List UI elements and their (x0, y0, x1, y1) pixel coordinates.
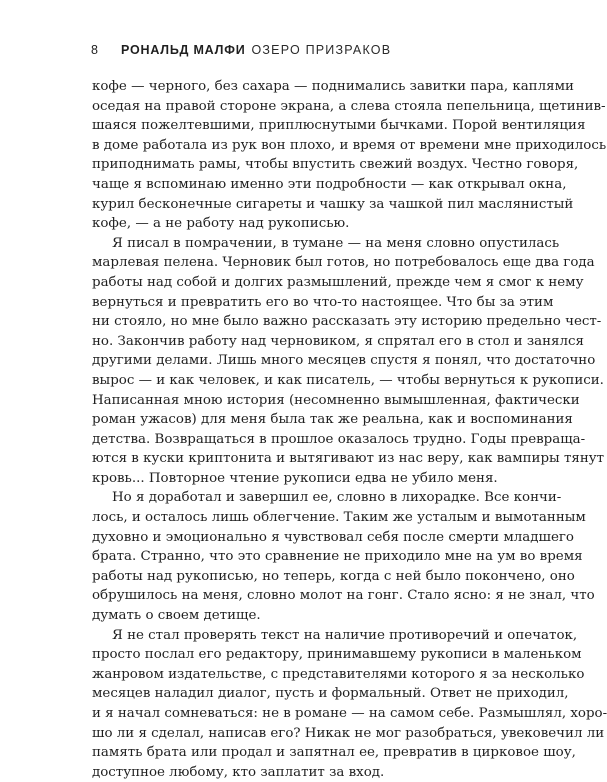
text-line: обрушилось на меня, словно молот на гонг. Стало ясно: я не знал, что (92, 588, 595, 604)
text-line: кровь... Повторное чтение рукописи едва не убило меня. (92, 470, 498, 486)
paragraph (92, 488, 595, 625)
text-line: лось, и осталось лишь облегчение. Таким же усталым и вымотанным (92, 510, 586, 526)
author-name: РОНАЛЬД МАЛФИ (121, 43, 246, 57)
text-line: жанровом издательстве, с представителями которого я за несколько (92, 666, 585, 682)
text-line: память брата или продал и запятнал ее, превратив в цирковое шоу, (92, 745, 576, 761)
paragraph (92, 626, 607, 782)
text-line: в доме работала из рук вон плохо, и время от времени мне приходилось (92, 137, 607, 153)
text-line: работы над собой и долгих размышлений, прежде чем я смог к нему (92, 274, 584, 290)
text-line: приподнимать рамы, чтобы впустить свежий воздух. Честно говоря, (92, 157, 579, 173)
text-line: шо ли я сделал, написав его? Никак не мог разобраться, увековечил ли (92, 725, 605, 741)
text-line: работы над рукописью, но теперь, когда с ней было покончено, оно (92, 568, 575, 584)
paragraph (92, 234, 605, 489)
text-line: доступное любому, кто заплатит за вход. (92, 764, 385, 780)
text-line: вырос — и как человек, и как писатель, — чтобы вернуться к рукописи. (92, 372, 604, 388)
page-number: 8 (91, 43, 99, 57)
text-line: духовно и эмоционально я чувствовал себя после смерти младшего (92, 529, 574, 545)
text-line: кофе, — а не работу над рукописью. (92, 216, 350, 232)
text-line: чаще я вспоминаю именно эти подробности — как открывал окна, (92, 176, 567, 192)
text-line: думать о своем детище. (92, 608, 261, 624)
text-line: но. Закончив работу над черновиком, я спрятал его в стол и занялся (92, 333, 584, 349)
text-line: оседая на правой стороне экрана, а слева стояла пепельница, щетинив- (92, 98, 606, 114)
text-line: вернуться и превратить его во что-то настоящее. Что бы за этим (92, 294, 554, 310)
text-line: брата. Странно, что это сравнение не приходило мне на ум во время (92, 549, 583, 565)
text-line: просто послал его редактору, принимавшему рукописи в маленьком (92, 647, 582, 663)
text-line: и я начал сомневаться: не в романе — на самом себе. Размышлял, хоро- (92, 706, 607, 721)
text-line: другими делами. Лишь много месяцев спустя я понял, что достаточно (92, 353, 596, 369)
text-line: марлевая пелена. Черновик был готов, но потребовалось еще два года (92, 255, 595, 271)
text-line: месяцев наладил диалог, пусть и формальный. Ответ не приходил, (92, 686, 569, 702)
running-header (91, 40, 560, 60)
text-line: ются в куски криптонита и вытягивают из нас веру, как вампиры тянут (92, 451, 605, 467)
text-line: шаяся пожелтевшими, приплюснутыми бычками. Порой вентиляция (92, 118, 586, 134)
text-line: ни стояло, но мне было важно рассказать эту историю предельно чест- (92, 314, 602, 330)
text-line: Я не стал проверять текст на наличие противоречий и опечаток, (112, 627, 578, 643)
text-line: курил бесконечные сигареты и чашку за чашкой пил маслянистый (92, 196, 574, 212)
text-line: кофе — черного, без сахара — поднимались завитки пара, каплями (92, 79, 574, 94)
text-line: Но я доработал и завершил ее, словно в лихорадке. Все кончи- (112, 490, 562, 506)
text-line: роман ужасов) для меня была так же реальна, как и воспоминания (92, 412, 573, 428)
book-title: ОЗЕРО ПРИЗРАКОВ (251, 43, 392, 57)
text-line: Написанная мною история (несомненно вымышленная, фактически (92, 392, 580, 408)
text-line: детства. Возвращаться в прошлое оказалось трудно. Годы превраща- (92, 431, 586, 447)
paragraph (92, 77, 607, 234)
text-line: Я писал в помрачении, в тумане — на меня словно опустилась (112, 235, 560, 251)
body-text (92, 77, 607, 782)
